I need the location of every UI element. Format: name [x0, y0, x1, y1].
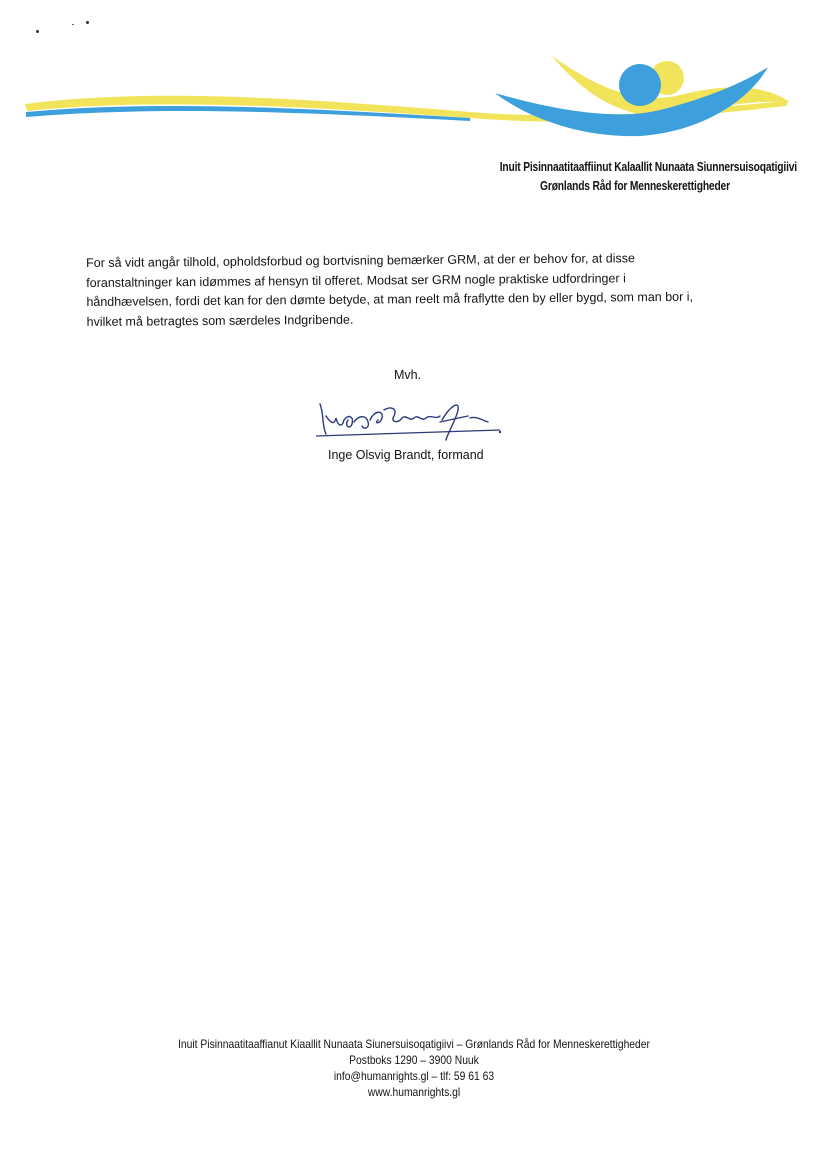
footer-org-name: Inuit Pisinnaatitaaffianut Kiaallit Nunaata Siunersuisoqatigiivi – Grønlands Råd for Menneskerettigheder: [178, 1037, 650, 1051]
letter-footer: [156, 1036, 672, 1100]
org-name-danish: Grønlands Råd for Menneskerettigheder: [540, 179, 730, 193]
organization-header: [499, 158, 798, 196]
footer-website: www.humanrights.gl: [367, 1085, 461, 1099]
signature-icon: [310, 396, 510, 444]
scan-speck: [36, 30, 39, 33]
letter-body: [86, 249, 707, 332]
body-paragraph: For så vidt angår tilhold, opholdsforbud og bortvisning bemærker GRM, at der er behov for, at disse foranstaltninger kan idømmes af hensyn til offeret. Modsat ser GRM nogle praktiske udfordringer i håndhævelsen, fordi det kan for den dømte betyde, at man reelt må fraflytte den by eller bygd, som man bor i, hvilket må betragtes som særdeles Indgribende.: [86, 251, 694, 329]
grm-logo-icon: [0, 0, 828, 140]
scan-speck: [72, 24, 74, 25]
footer-contact: info@humanrights.gl – tlf: 59 61 63: [333, 1069, 495, 1083]
closing-greeting: Mvh.: [394, 368, 422, 382]
org-name-greenlandic: Inuit Pisinnaatitaaffiinut Kalaallit Nunaata Siunnersuisoqatigiivi: [499, 160, 798, 174]
footer-address: Postboks 1290 – 3900 Nuuk: [349, 1053, 479, 1067]
signatory-name: Inge Olsvig Brandt, formand: [328, 448, 484, 462]
scan-speck: [86, 21, 89, 24]
